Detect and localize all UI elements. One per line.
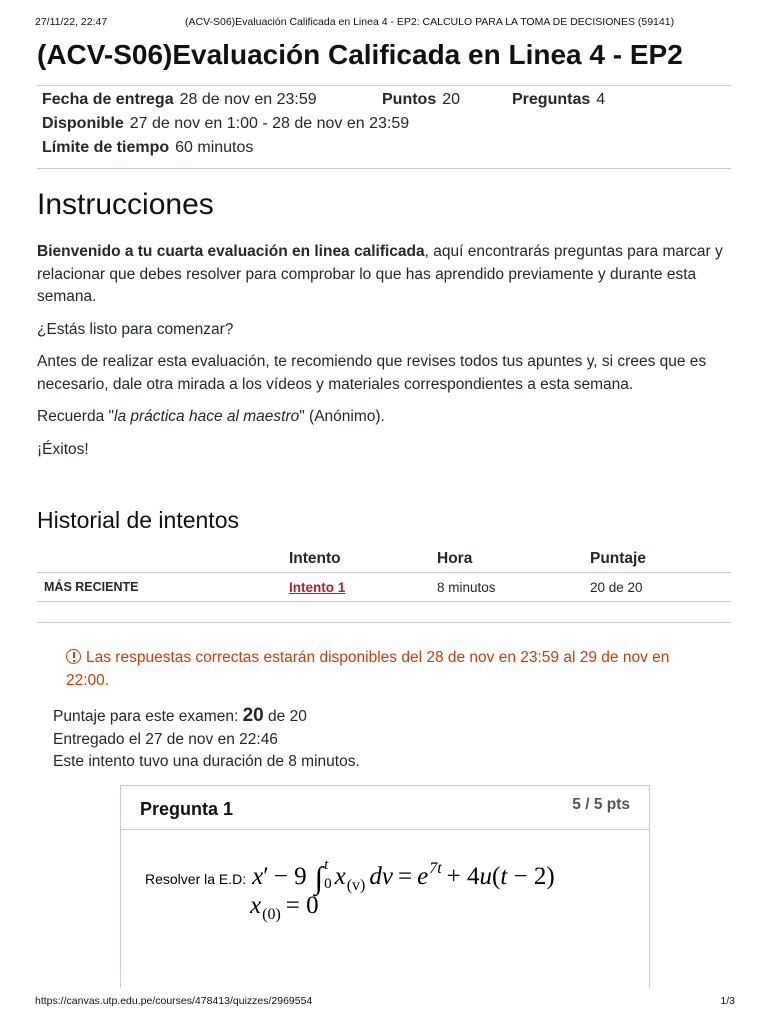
print-timestamp: 27/11/22, 22:47: [35, 16, 108, 28]
time-limit-label: Límite de tiempo: [42, 139, 170, 156]
integral-lower-limit: 0: [324, 876, 332, 892]
details-row: [42, 88, 605, 112]
instructions-welcome: Bienvenido a tu cuarta evaluación en linea calificada: [37, 243, 425, 260]
question-header: [121, 786, 649, 830]
instructions-body: [37, 241, 731, 471]
eq-minus-nine: − 9: [273, 863, 307, 890]
eq-exp-power: 7t: [429, 860, 442, 877]
score-label: Puntaje para este examen:: [53, 708, 239, 725]
ic-subscript: (0): [262, 906, 281, 923]
eq-prime: ′: [263, 863, 269, 890]
question-count-label: Preguntas: [512, 91, 591, 108]
question-count: [512, 88, 605, 112]
instructions-paragraph: [37, 406, 731, 429]
divider: [37, 168, 731, 169]
attempt-cell: [282, 573, 430, 601]
instructions-paragraph: ¿Estás listo para comenzar?: [37, 320, 234, 338]
instructions-intro: , aquí encontrarás preguntas para marcar y relacionar que debes resolver para comprobar lo que has aprendido previamente y durante esta semana.: [37, 243, 723, 305]
print-url: https://canvas.utp.edu.pe/courses/478413/quizzes/2969554: [35, 995, 313, 1007]
integral-sign: ∫: [314, 860, 324, 895]
eq-step-u: u: [479, 863, 492, 890]
integral-upper-limit: t: [324, 857, 329, 873]
details-row: [42, 136, 605, 160]
ic-equals-zero: = 0: [285, 892, 319, 919]
table-header-attempt: Intento: [289, 549, 341, 567]
attempt-score: 20 de 20: [590, 579, 643, 595]
due-date-value: 28 de nov en 23:59: [179, 91, 317, 108]
time-limit-value: 60 minutos: [175, 139, 254, 156]
instructions-heading: Instrucciones: [37, 188, 214, 221]
instructions-paragraph: [37, 241, 731, 309]
instructions-paragraph: ¡Éxitos!: [37, 440, 89, 458]
initial-condition: [250, 892, 324, 923]
instructions-paragraph: Antes de realizar esta evaluación, te recomiendo que revises todos tus apuntes y, si crees que es necesario, dale otra mirada a los vídeos y materiales correspondientes a esta semana.: [37, 353, 707, 393]
availability: [42, 112, 409, 136]
integral-limits: [324, 856, 332, 894]
table-header-score: Puntaje: [590, 549, 646, 567]
print-page-title: (ACV-S06)Evaluación Calificada en Linea 4 - EP2: CALCULO PARA LA TOMA DE DECISIONES (59141): [185, 16, 675, 28]
quote-prefix: Recuerda ": [37, 408, 115, 425]
attempt-history-table: [37, 545, 731, 602]
warning-icon: [66, 649, 81, 664]
eq-plus-four: + 4: [446, 863, 480, 890]
score-total: de 20: [268, 708, 307, 725]
due-date: [42, 88, 382, 112]
question-points: 5 / 5 pts: [572, 796, 630, 813]
question-title: Pregunta 1: [140, 799, 234, 819]
quiz-title: (ACV-S06)Evaluación Calificada en Linea 4 - EP2: [37, 39, 683, 70]
submitted-at: Entregado el 27 de nov en 22:46: [53, 730, 278, 748]
points-label: Puntos: [382, 91, 437, 108]
notice-text: Las respuestas correctas estarán disponibles del 28 de nov en 23:59 al 29 de nov en 22:00.: [66, 649, 670, 689]
question-prompt: Resolver la E.D:: [145, 871, 247, 887]
attempt-link[interactable]: Intento 1: [289, 579, 346, 595]
print-page-number: 1/3: [720, 995, 735, 1007]
eq-integrand-subscript: (v): [346, 877, 366, 894]
time-limit: [42, 136, 253, 160]
ic-var-x: x: [250, 892, 262, 919]
eq-paren-open: (: [492, 863, 501, 890]
eq-differential: dv: [369, 863, 393, 890]
attempt-time: 8 minutos: [437, 579, 496, 595]
score-summary: [53, 705, 360, 774]
points-value: 20: [442, 91, 461, 108]
table-row: [37, 573, 731, 602]
eq-equals: =: [397, 863, 413, 890]
table-header-time: Hora: [437, 549, 473, 567]
attempt-status-label: MÁS RECIENTE: [44, 580, 139, 594]
eq-exp-base: e: [417, 863, 429, 890]
answers-availability-notice: [66, 647, 701, 692]
eq-arg-rest: − 2): [507, 863, 555, 890]
question-card: [120, 785, 650, 988]
quote-suffix: " (Anónimo).: [299, 408, 385, 425]
due-date-label: Fecha de entrega: [42, 91, 174, 108]
eq-var-x: x: [252, 863, 264, 890]
eq-integrand: x: [334, 863, 346, 890]
attempt-history-heading: Historial de intentos: [37, 507, 239, 533]
quiz-details: [42, 88, 605, 160]
divider: [37, 622, 731, 623]
attempt-duration: Este intento tuvo una duración de 8 minutos.: [53, 753, 360, 770]
availability-value: 27 de nov en 1:00 - 28 de nov en 23:59: [129, 115, 410, 132]
score-value: 20: [242, 705, 264, 726]
divider: [37, 85, 731, 86]
eq-arg-t: t: [500, 863, 508, 890]
availability-label: Disponible: [42, 115, 124, 132]
equation-line: [145, 856, 555, 909]
points: [382, 88, 512, 112]
table-header-blank: [37, 545, 282, 572]
quote-text: la práctica hace al maestro: [114, 408, 300, 425]
details-row: [42, 112, 605, 136]
score-line: [53, 705, 360, 729]
table-header-row: [37, 545, 731, 573]
question-count-value: 4: [596, 91, 606, 108]
